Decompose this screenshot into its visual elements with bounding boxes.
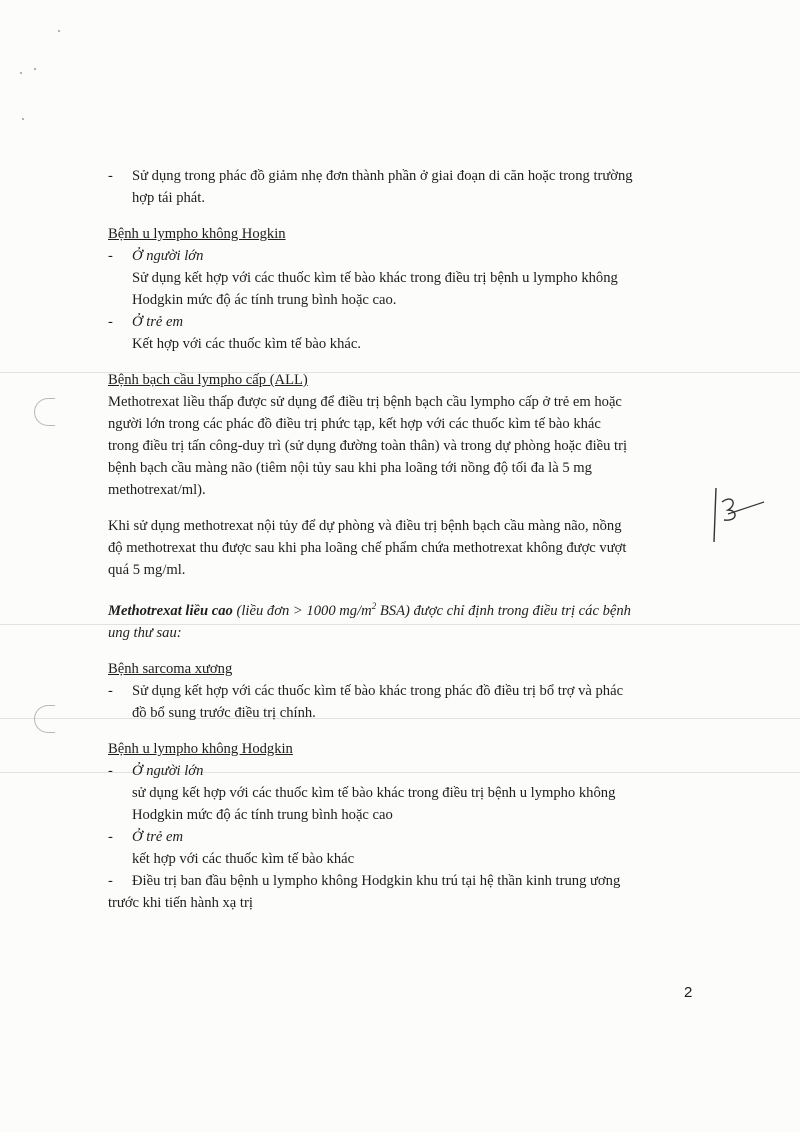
text-line: Điều trị ban đầu bệnh u lympho không Hodgkin khu trú tại hệ thần kinh trung ương <box>132 872 621 889</box>
list-item <box>108 311 693 355</box>
text-line: Khi sử dụng methotrexat nội tủy để dự phòng và điều trị bệnh bạch cầu màng não, nồng <box>108 518 622 534</box>
sub-heading: Ở trẻ em <box>132 314 184 330</box>
bullet-dash: - <box>108 248 113 264</box>
bullet-dash: - <box>108 682 113 699</box>
text-line: Methotrexat liều thấp được sử dụng để điều trị bệnh bạch cầu lympho cấp ở trẻ em hoặc <box>108 394 622 410</box>
section-heading: Bệnh bạch cầu lympho cấp (ALL) <box>108 372 308 388</box>
scan-speck <box>58 30 60 32</box>
sub-heading: Ở người lớn <box>132 762 204 779</box>
text-line: trước khi tiến hành xạ trị <box>108 894 253 911</box>
section-heading: Bệnh u lympho không Hogkin <box>108 226 286 242</box>
text-line: Sử dụng kết hợp với các thuốc kìm tế bào khác trong phác đồ điều trị bổ trợ và phác <box>132 682 624 699</box>
scan-speck <box>34 68 36 70</box>
text-line: quá 5 mg/ml. <box>108 562 186 578</box>
list-item <box>108 870 693 892</box>
text-line: Kết hợp với các thuốc kìm tế bào khác. <box>132 336 361 352</box>
sub-heading: Ở người lớn <box>132 248 204 264</box>
list-item <box>108 165 693 209</box>
sub-heading: Ở trẻ em <box>132 828 184 845</box>
punch-hole-mark <box>34 705 55 733</box>
bullet-dash: - <box>108 762 113 779</box>
text-line: người lớn trong các phác đồ điều trị phức tạp, kết hợp với các thuốc kìm tế bào khác <box>108 416 601 432</box>
text-line: sử dụng kết hợp với các thuốc kìm tế bào khác trong điều trị bệnh u lympho không <box>132 784 616 801</box>
bullet-dash: - <box>108 828 113 845</box>
text-line: đồ bổ sung trước điều trị chính. <box>132 704 316 721</box>
bullet-dash: - <box>108 314 113 330</box>
text-line: Sử dụng kết hợp với các thuốc kìm tế bào khác trong điều trị bệnh u lympho không <box>132 270 618 286</box>
list-item <box>108 760 693 826</box>
text-line: độ methotrexat thu được sau khi pha loãng chế phẩm chứa methotrexat không được vượt <box>108 540 627 556</box>
text-line: kết hợp với các thuốc kìm tế bào khác <box>132 850 355 867</box>
list-item <box>108 680 693 724</box>
scan-speck <box>22 118 24 120</box>
text-line: Hodgkin mức độ ác tính trung bình hoặc cao <box>132 806 393 823</box>
page-number: 2 <box>684 984 693 1001</box>
list-item <box>108 826 693 870</box>
bullet-dash: - <box>108 168 113 184</box>
high-dose-statement <box>108 595 693 622</box>
text-line: ung thư sau: <box>108 624 182 641</box>
text-line: Hodgkin mức độ ác tính trung bình hoặc cao. <box>132 292 397 308</box>
text-fragment: (liều đơn > 1000 mg/m <box>232 602 372 619</box>
section-heading: Bệnh sarcoma xương <box>108 660 233 677</box>
text-line: methotrexat/ml). <box>108 482 206 498</box>
section-heading: Bệnh u lympho không Hodgkin <box>108 740 293 757</box>
text-line: bệnh bạch cầu màng não (tiêm nội tủy sau khi pha loãng tới nồng độ tối đa là 5 mg <box>108 460 592 476</box>
handwritten-initial-mark <box>708 480 768 550</box>
document-body <box>108 165 693 914</box>
text-line: hợp tái phát. <box>132 190 205 206</box>
text-line: Sử dụng trong phác đồ giảm nhẹ đơn thành phần ở giai đoạn di căn hoặc trong trường <box>132 168 633 184</box>
scan-speck <box>20 72 22 74</box>
text-fragment: BSA) được chỉ định trong điều trị các bệnh <box>376 602 631 619</box>
punch-hole-mark <box>34 398 55 426</box>
bullet-dash: - <box>108 872 113 889</box>
text-line: trong điều trị tấn công-duy trì (sử dụng đường toàn thân) và trong dự phòng hoặc điều trị <box>108 438 628 454</box>
superscript: 2 <box>371 601 377 611</box>
high-dose-term: Methotrexat liều cao <box>108 602 233 619</box>
list-item <box>108 245 693 311</box>
